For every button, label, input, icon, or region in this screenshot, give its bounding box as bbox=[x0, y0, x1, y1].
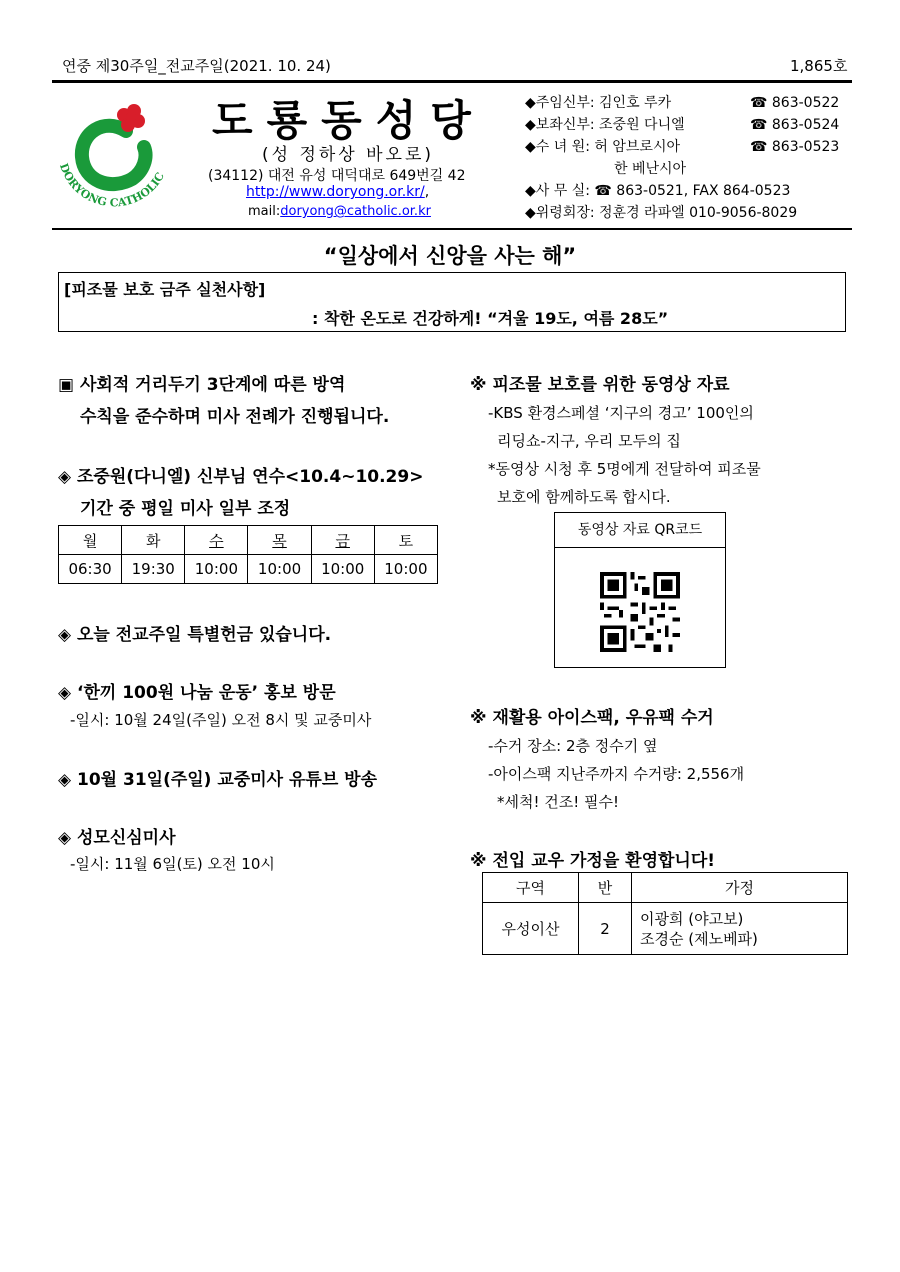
families-header-row bbox=[483, 873, 848, 903]
qr-code-icon[interactable] bbox=[600, 572, 680, 652]
section-special-offering: ◈ 오늘 전교주일 특별헌금 있습니다. bbox=[58, 625, 332, 645]
section-meal-sharing-title: ◈ ‘한끼 100원 나눔 운동’ 홍보 방문 bbox=[58, 683, 336, 703]
families-row bbox=[483, 903, 848, 955]
schedule-time: 10:00 bbox=[248, 555, 311, 584]
contact-phone: ☎ 863-0522 bbox=[750, 95, 840, 111]
contact-label: ◆사 무 실: ☎ 863-0521, FAX 864-0523 bbox=[525, 183, 791, 199]
family-district: 우성이산 bbox=[483, 903, 579, 955]
schedule-time: 10:00 bbox=[374, 555, 437, 584]
new-families-table bbox=[482, 872, 848, 955]
schedule-times-row bbox=[59, 555, 438, 584]
schedule-day: 토 bbox=[374, 526, 437, 555]
schedule-day: 월 bbox=[59, 526, 122, 555]
schedule-day: 목 bbox=[248, 526, 311, 555]
header-top-rule bbox=[52, 80, 852, 83]
section-marian-mass-title: ◈ 성모신심미사 bbox=[58, 828, 176, 848]
mass-schedule-table bbox=[58, 525, 438, 584]
website-line bbox=[246, 184, 429, 200]
section-priest-training-line2: 기간 중 평일 미사 일부 조정 bbox=[80, 499, 291, 519]
creation-video-line4: 보호에 함께하도록 합시다. bbox=[497, 488, 671, 506]
contact-row bbox=[525, 114, 840, 136]
schedule-day: 화 bbox=[122, 526, 185, 555]
contact-phone: ☎ 863-0523 bbox=[750, 139, 840, 155]
notice-text: : 착한 온도로 건강하게! “겨울 19도, 여름 28도” bbox=[312, 309, 669, 328]
issue-line: 연중 제30주일_전교주일(2021. 10. 24) bbox=[62, 57, 331, 75]
creation-video-line1: -KBS 환경스페셜 ‘지구의 경고’ 100인의 bbox=[488, 404, 754, 422]
section-priest-training-line1: ◈ 조중원(다니엘) 신부님 연수<10.4~10.29> bbox=[58, 467, 424, 487]
families-header-family: 가정 bbox=[632, 873, 848, 903]
year-motto: “일상에서 신앙을 사는 해” bbox=[323, 244, 577, 268]
section-recycling-title: ※ 재활용 아이스팩, 우유팩 수거 bbox=[470, 708, 714, 728]
schedule-time: 10:00 bbox=[185, 555, 248, 584]
contact-label: ◆수 녀 원: 허 암브로시아 bbox=[525, 139, 680, 155]
section-youtube-broadcast: ◈ 10월 31일(주일) 교중미사 유튜브 방송 bbox=[58, 770, 378, 790]
recycling-line3: *세척! 건조! 필수! bbox=[497, 793, 620, 811]
family-names bbox=[632, 903, 848, 955]
website-link[interactable]: http://www.doryong.or.kr/ bbox=[246, 184, 425, 200]
schedule-day: 수 bbox=[185, 526, 248, 555]
contact-label: 한 베난시아 bbox=[614, 161, 687, 177]
website-suffix: , bbox=[424, 184, 430, 200]
issue-number: 1,865호 bbox=[790, 57, 848, 75]
section-marian-mass-detail: -일시: 11월 6일(토) 오전 10시 bbox=[70, 855, 275, 873]
contact-row bbox=[525, 92, 840, 114]
contact-row bbox=[525, 136, 840, 158]
creation-video-line2: 리딩쇼-지구, 우리 모두의 집 bbox=[497, 432, 681, 450]
families-header-district: 구역 bbox=[483, 873, 579, 903]
recycling-line2: -아이스팩 지난주까지 수거량: 2,556개 bbox=[488, 765, 745, 783]
contact-label: ◆보좌신부: 조중원 다니엘 bbox=[525, 117, 685, 133]
schedule-days-row bbox=[59, 526, 438, 555]
notice-title: [피조물 보호 금주 실천사항] bbox=[64, 280, 266, 299]
section-meal-sharing-detail: -일시: 10월 24일(주일) 오전 8시 및 교중미사 bbox=[70, 711, 372, 729]
family-name: 조경순 (제노베파) bbox=[640, 929, 758, 948]
mail-link[interactable]: doryong@catholic.or.kr bbox=[280, 204, 431, 219]
church-name: 도룡동성당 bbox=[212, 96, 485, 145]
patron-saint: (성 정하상 바오로) bbox=[262, 145, 435, 165]
schedule-time: 10:00 bbox=[311, 555, 374, 584]
families-header-ban: 반 bbox=[579, 873, 632, 903]
contact-row bbox=[525, 180, 797, 202]
family-name: 이광희 (야고보) bbox=[640, 909, 744, 928]
schedule-time: 06:30 bbox=[59, 555, 122, 584]
section-distancing-line1: ▣ 사회적 거리두기 3단계에 따른 방역 bbox=[58, 375, 346, 395]
section-distancing-line2: 수칙을 준수하며 미사 전례가 진행됩니다. bbox=[80, 407, 390, 427]
header-bottom-rule bbox=[52, 228, 852, 230]
section-creation-video-title: ※ 피조물 보호를 위한 동영상 자료 bbox=[470, 375, 730, 395]
contact-label: ◆위령회장: 정훈경 라파엘 010-9056-8029 bbox=[525, 205, 798, 221]
contact-phone: ☎ 863-0524 bbox=[750, 117, 840, 133]
contact-list bbox=[525, 92, 840, 224]
section-welcome-families-title: ※ 전입 교우 가정을 환영합니다! bbox=[470, 851, 716, 871]
logo-text: DORYONG CATHOLIC bbox=[56, 161, 167, 210]
mail-line bbox=[248, 204, 431, 219]
recycling-line1: -수거 장소: 2층 정수기 옆 bbox=[488, 737, 658, 755]
contact-row bbox=[525, 158, 797, 180]
church-address: (34112) 대전 유성 대덕대로 649번길 42 bbox=[208, 168, 466, 184]
contact-label: ◆주임신부: 김인호 루카 bbox=[525, 95, 672, 111]
contact-row bbox=[525, 202, 797, 224]
mail-prefix: mail: bbox=[248, 204, 281, 219]
creation-video-line3: *동영상 시청 후 5명에게 전달하여 피조물 bbox=[488, 460, 761, 478]
schedule-time: 19:30 bbox=[122, 555, 185, 584]
family-ban: 2 bbox=[579, 903, 632, 955]
church-logo bbox=[52, 95, 177, 215]
qr-code-label: 동영상 자료 QR코드 bbox=[554, 512, 726, 548]
schedule-day: 금 bbox=[311, 526, 374, 555]
